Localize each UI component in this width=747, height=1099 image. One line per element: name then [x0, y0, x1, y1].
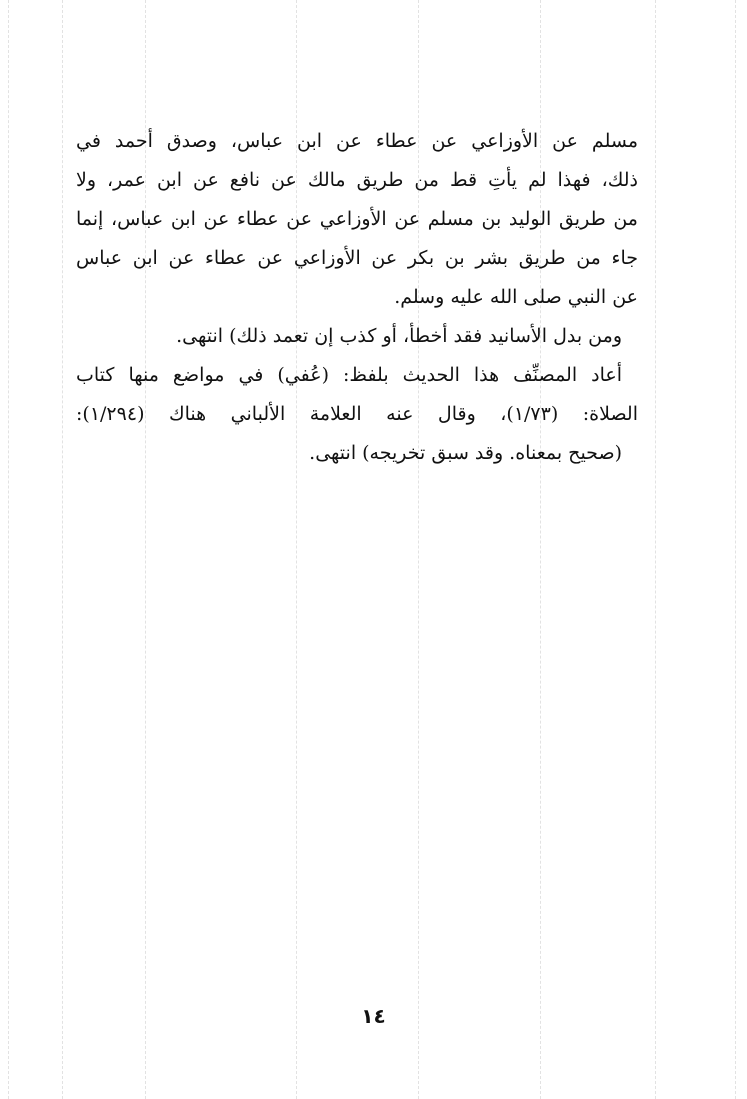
scan-guide-line [655, 0, 656, 1099]
text-line: عن النبي صلى الله عليه وسلم. [394, 286, 638, 308]
scan-guide-line [62, 0, 63, 1099]
text-line: ومن بدل الأسانيد فقد أخطأ، أو كذب إن تعمد ذلك) انتهى. [176, 325, 622, 347]
text-line: ذلك، فهذا لم يأتِ قط من طريق مالك عن نافع عن ابن عمر، ولا [76, 169, 638, 191]
scan-guide-line [735, 0, 736, 1099]
text-line: أعاد المصنِّف هذا الحديث بلفظ: (عُفي) في مواضع منها كتاب [76, 364, 622, 386]
text-line: (صحيح بمعناه. وقد سبق تخريجه) انتهى. [309, 442, 622, 464]
text-line: من طريق الوليد بن مسلم عن الأوزاعي عن عطاء عن ابن عباس، إنما [76, 208, 638, 230]
page-number: ١٤ [361, 1004, 386, 1028]
scan-guide-line [8, 0, 9, 1099]
text-line: الصلاة: (١/٧٣)، وقال عنه العلامة الألباني هناك (١/٢٩٤): [76, 403, 638, 425]
text-line: جاء من طريق بشر بن بكر عن الأوزاعي عن عطاء عن ابن عباس [76, 247, 638, 269]
body-text [76, 122, 638, 473]
text-line: مسلم عن الأوزاعي عن عطاء عن ابن عباس، وصدق أحمد في [76, 130, 638, 152]
